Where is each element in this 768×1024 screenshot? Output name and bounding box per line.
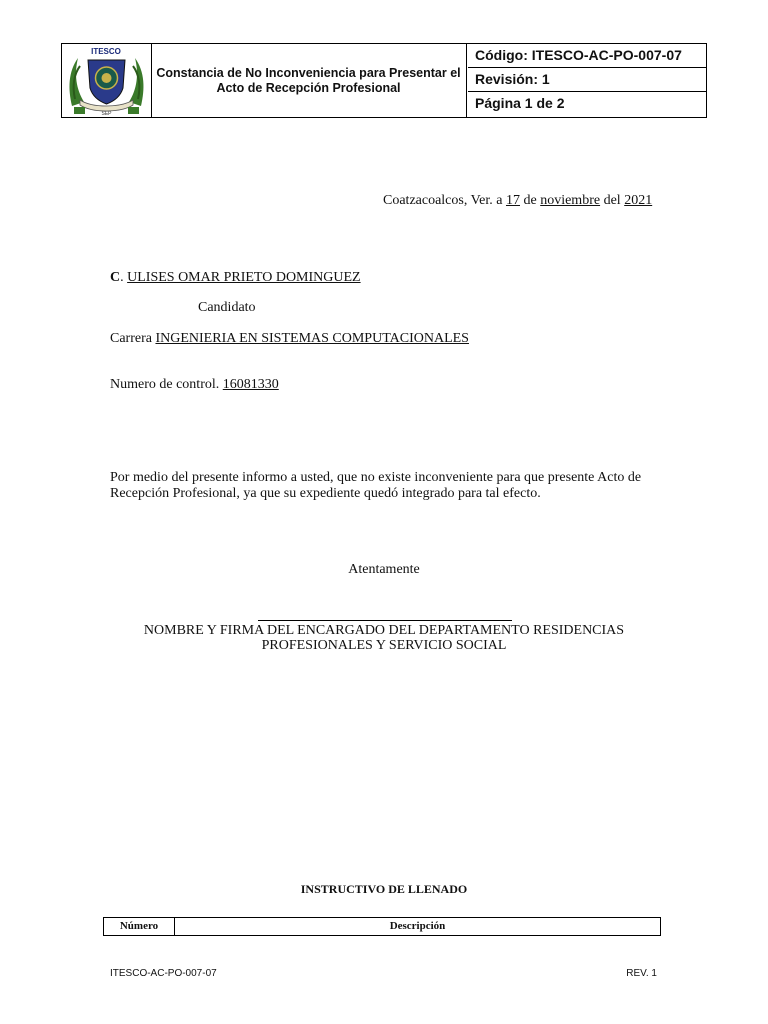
control-number: 16081330 [222, 377, 279, 392]
control-line [110, 377, 279, 393]
logo-label: ITESCO [91, 47, 121, 56]
document-title: Constancia de No Inconveniencia para Presentar el Acto de Recepción Profesional [151, 44, 467, 117]
pagina: Página 1 de 2 [475, 95, 565, 111]
recipient-prefix: C [110, 270, 121, 285]
body-line-1: Por medio del presente informo a usted, que no existe inconveniente para que presente Acto de [110, 470, 642, 485]
col-numero-header: Número [104, 918, 175, 935]
date-prefix: Coatzacoalcos, Ver. a [383, 193, 503, 208]
atentamente: Atentamente [348, 562, 420, 577]
signer-line-2: PROFESIONALES Y SERVICIO SOCIAL [261, 638, 507, 653]
footer-code: ITESCO-AC-PO-007-07 [110, 968, 217, 979]
date-month: noviembre [540, 193, 601, 208]
date-del: del [603, 193, 621, 208]
signer-line-1: NOMBRE Y FIRMA DEL ENCARGADO DEL DEPARTAMENTO RESIDENCIAS [143, 623, 625, 638]
career-value: INGENIERIA EN SISTEMAS COMPUTACIONALES [155, 331, 469, 346]
career-label: Carrera [110, 331, 152, 346]
control-label: Numero de control. [110, 377, 220, 392]
date-de: de [523, 193, 537, 208]
footer-rev: REV. 1 [626, 968, 657, 979]
document-meta [468, 44, 706, 117]
date-day: 17 [505, 193, 520, 208]
col-descripcion-header: Descripción [389, 920, 446, 932]
recipient-dot: . [120, 270, 124, 285]
instructivo-title: INSTRUCTIVO DE LLENADO [300, 882, 468, 896]
itesco-seal-icon [62, 44, 151, 117]
document-header [61, 43, 707, 118]
career-line [110, 331, 469, 347]
codigo: Código: ITESCO-AC-PO-007-07 [468, 44, 706, 68]
svg-text:SEP: SEP [101, 111, 112, 117]
signature-line [258, 620, 512, 621]
body-line-2: Recepción Profesional, ya que su expediente quedó integrado para tal efecto. [110, 486, 541, 501]
revision: Revisión: 1 [468, 68, 706, 92]
date-year: 2021 [624, 193, 653, 208]
recipient-role: Candidato [198, 300, 256, 315]
recipient-name: ULISES OMAR PRIETO DOMINGUEZ [127, 270, 361, 285]
date-line [383, 193, 652, 209]
itesco-logo [62, 44, 152, 117]
recipient-line [110, 270, 361, 286]
instructivo-table [103, 917, 661, 936]
